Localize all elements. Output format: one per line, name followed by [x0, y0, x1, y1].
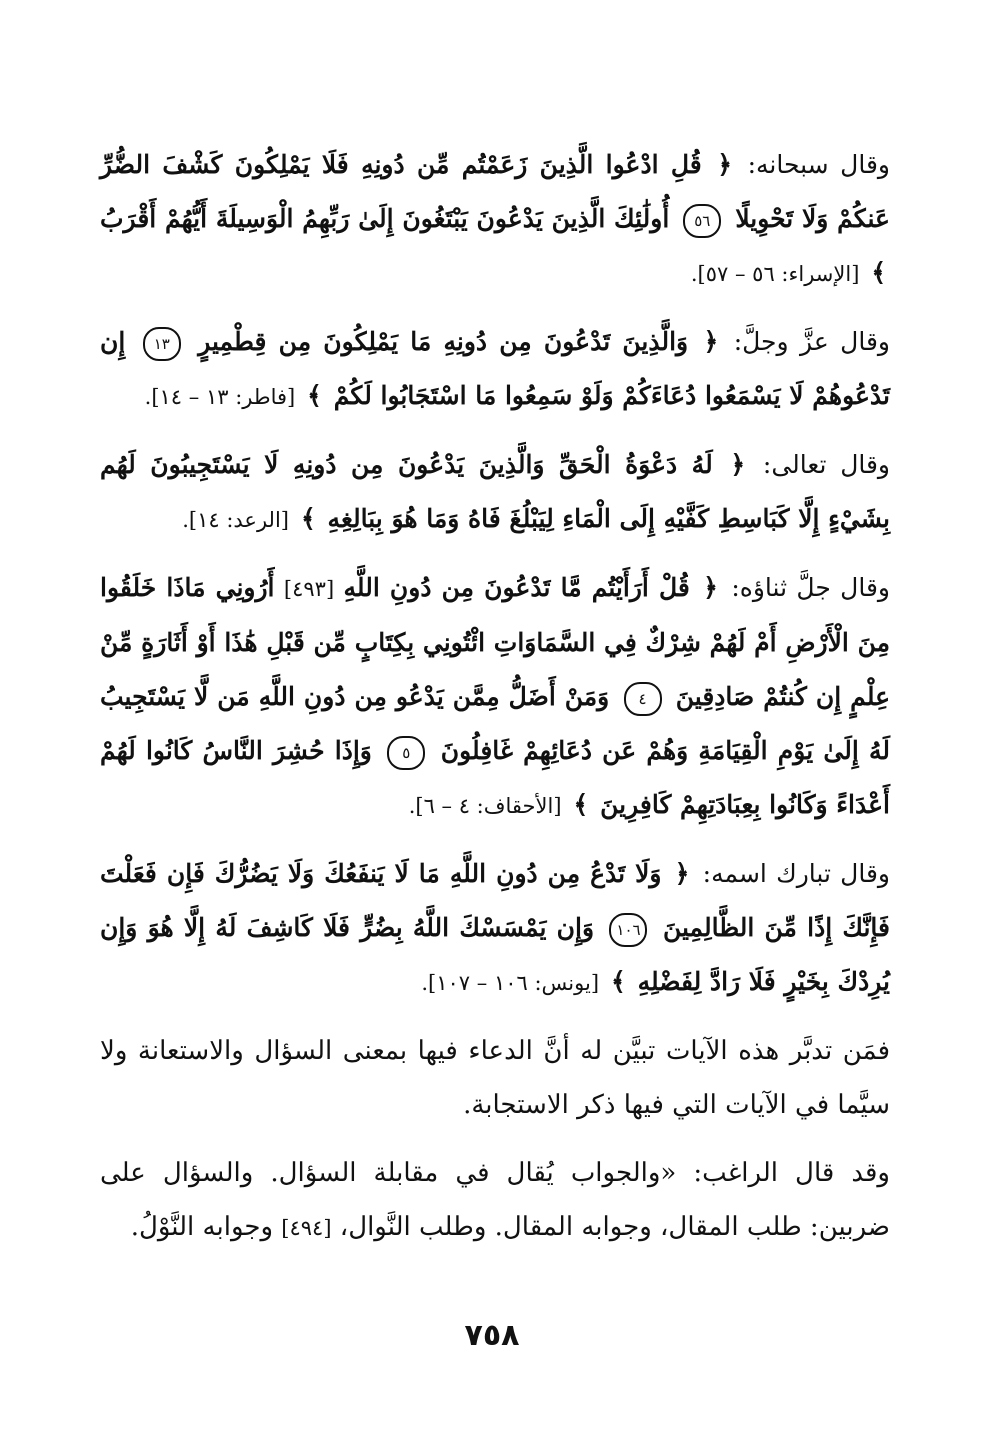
verse-number-badge: ٥٦: [683, 204, 721, 238]
paragraph-raghib: [100, 1146, 890, 1255]
ornate-bracket-close: ﴾: [573, 790, 589, 819]
quran-verse: قُلْ أَرَأَيْتُم مَّا تَدْعُونَ مِن دُونِ اللَّهِ: [343, 573, 690, 602]
verse-number-badge: ٤: [624, 682, 662, 716]
quran-verse: أَرُونِي مَاذَا خَلَقُوا مِنَ الْأَرْضِ أَمْ لَهُمْ شِرْكٌ فِي السَّمَاوَاتِ ائْتُونِي بِكِتَابٍ مِّن قَبْلِ هَٰذَا أَوْ أَثَارَةٍ مِّنْ عِلْمٍ إِن كُنتُمْ صَادِقِينَ: [100, 573, 891, 711]
paragraph-isra: [100, 138, 890, 301]
intro-text: وقال عزَّ وجلَّ:: [733, 327, 890, 356]
page-number: ٧٥٨: [464, 1318, 520, 1353]
paragraph-reflection: [100, 1024, 890, 1132]
paragraph-raad: [100, 438, 890, 547]
verse-reference: [يونس: ١٠٦ – ١٠٧].: [421, 971, 600, 995]
verse-reference: [فاطر: ١٣ – ١٤].: [144, 385, 296, 409]
quran-verse: وَالَّذِينَ تَدْعُونَ مِن دُونِهِ مَا يَمْلِكُونَ مِن قِطْمِيرٍ: [198, 327, 689, 356]
prose-text: وجوابه النَّوْلُ.: [130, 1212, 274, 1242]
intro-text: وقال تعالى:: [762, 450, 891, 479]
page-text: [100, 138, 890, 1269]
quran-verse: وَإِذَا حُشِرَ النَّاسُ كَانُوا لَهُمْ أَعْدَاءً وَكَانُوا بِعِبَادَتِهِمْ كَافِرِينَ: [100, 736, 890, 819]
ornate-bracket-close: ﴾: [307, 381, 322, 410]
paragraph-fatir: [100, 315, 890, 424]
ornate-bracket-open: ﴿: [703, 573, 718, 602]
quran-verse: قُلِ ادْعُوا الَّذِينَ زَعَمْتُم مِّن دُونِهِ فَلَا يَمْلِكُونَ كَشْفَ الضُّرِّ عَنكُمْ وَلَا تَحْوِيلًا: [100, 150, 890, 233]
verse-number-badge: ١٣: [143, 327, 181, 361]
verse-number-badge: ٥: [387, 736, 425, 770]
prose-text: فمَن تدبَّر هذه الآيات تبيَّن له أنَّ الدعاء فيها بمعنى السؤال والاستعانة ولا سيَّما في الآيات التي فيها ذكر الاستجابة.: [100, 1036, 890, 1120]
verse-reference: [الإسراء: ٥٦ – ٥٧].: [690, 262, 860, 286]
quran-verse: لَهُ دَعْوَةُ الْحَقِّ وَالَّذِينَ يَدْعُونَ مِن دُونِهِ لَا يَسْتَجِيبُونَ لَهُم بِشَيْءٍ إِلَّا كَبَاسِطِ كَفَّيْهِ إِلَى الْمَاءِ لِيَبْلُغَ فَاهُ وَمَا هُوَ بِبَالِغِهِ: [100, 450, 890, 533]
ornate-bracket-open: ﴿: [703, 327, 719, 356]
quran-verse: إِن تَدْعُوهُمْ لَا يَسْمَعُوا دُعَاءَكُمْ وَلَوْ سَمِعُوا مَا اسْتَجَابُوا لَكُمْ: [100, 327, 890, 410]
quran-verse: وَمَنْ أَضَلُّ مِمَّن يَدْعُو مِن دُونِ اللَّهِ مَن لَّا يَسْتَجِيبُ لَهُ إِلَىٰ يَوْمِ الْقِيَامَةِ وَهُمْ عَن دُعَائِهِمْ غَافِلُونَ: [100, 682, 890, 765]
ornate-bracket-open: ﴿: [730, 450, 746, 479]
ornate-bracket-close: ﴾: [611, 967, 626, 996]
paragraph-ahqaf: [100, 561, 890, 833]
intro-text: وقال جلَّ ثناؤه:: [731, 573, 890, 602]
manuscript-page-marker: [٤٩٤]: [281, 1216, 332, 1240]
verse-number-badge: ١٠٦: [609, 913, 647, 947]
ornate-bracket-close: ﴾: [871, 258, 886, 287]
manuscript-page-marker: [٤٩٣]: [283, 577, 335, 601]
verse-reference: [الأحقاف: ٤ – ٦].: [408, 794, 562, 818]
ornate-bracket-open: ﴿: [717, 150, 732, 179]
ornate-bracket-open: ﴿: [674, 859, 690, 888]
intro-text: وقال تبارك اسمه:: [702, 859, 890, 888]
ornate-bracket-close: ﴾: [300, 504, 316, 533]
intro-text: وقال سبحانه:: [747, 150, 890, 179]
quran-verse: أُولَٰئِكَ الَّذِينَ يَدْعُونَ يَبْتَغُونَ إِلَىٰ رَبِّهِمُ الْوَسِيلَةَ أَيُّهُمْ أَقْرَبُ: [100, 204, 670, 233]
quran-verse: وَإِن يَمْسَسْكَ اللَّهُ بِضُرٍّ فَلَا كَاشِفَ لَهُ إِلَّا هُوَ وَإِن يُرِدْكَ بِخَيْرٍ فَلَا رَادَّ لِفَضْلِهِ: [100, 913, 890, 996]
paragraph-yunus: [100, 847, 890, 1010]
quran-verse: وَلَا تَدْعُ مِن دُونِ اللَّهِ مَا لَا يَنفَعُكَ وَلَا يَضُرُّكَ فَإِن فَعَلْتَ فَإِنَّكَ إِذًا مِّنَ الظَّالِمِينَ: [100, 859, 890, 942]
prose-text: وقد قال الراغب: «والجواب يُقال في مقابلة السؤال. والسؤال على ضربين: طلب المقال، وجوابه المقال. وطلب النَّوال،: [100, 1158, 890, 1242]
verse-reference: [الرعد: ١٤].: [182, 508, 289, 532]
